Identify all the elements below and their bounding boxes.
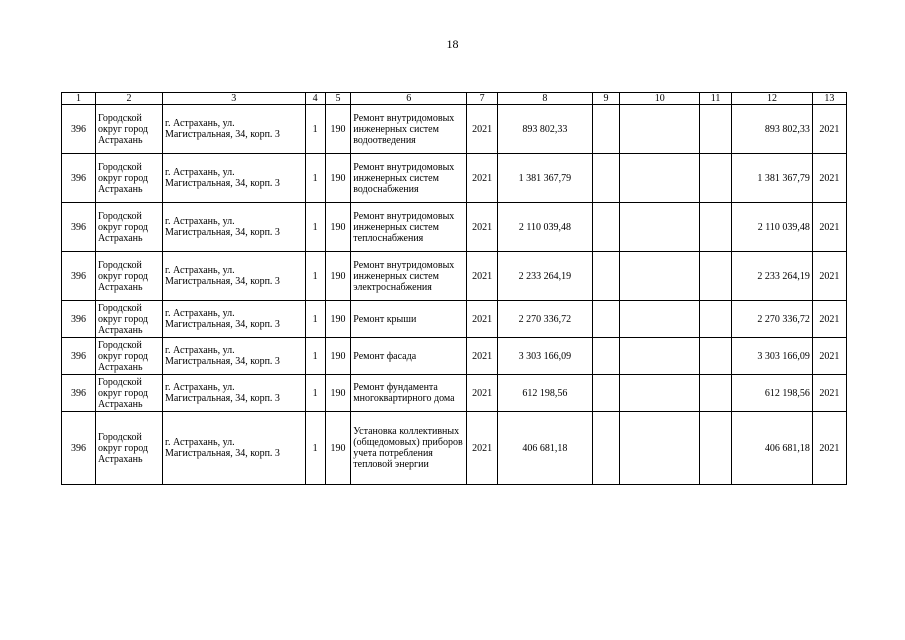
col5-cell: 190	[325, 338, 351, 375]
col5-cell: 190	[325, 412, 351, 485]
row-number: 396	[62, 338, 96, 375]
col10-cell	[620, 105, 700, 154]
municipality-cell: Городской округ город Астрахань	[96, 412, 163, 485]
col9-cell	[592, 412, 620, 485]
col9-cell	[592, 154, 620, 203]
cost-cell: 612 198,56	[498, 375, 593, 412]
col4-cell: 1	[305, 105, 325, 154]
col10-cell	[620, 203, 700, 252]
address-cell: г. Астрахань, ул. Магистральная, 34, корп. 3	[163, 252, 306, 301]
col9-cell	[592, 105, 620, 154]
col10-cell	[620, 252, 700, 301]
address-cell: г. Астрахань, ул. Магистральная, 34, корп. 3	[163, 203, 306, 252]
work-type-cell: Ремонт крыши	[351, 301, 467, 338]
column-number-header	[62, 93, 847, 105]
col9-cell	[592, 375, 620, 412]
col9-cell	[592, 203, 620, 252]
col5-cell: 190	[325, 203, 351, 252]
address-cell: г. Астрахань, ул. Магистральная, 34, корп. 3	[163, 412, 306, 485]
municipality-cell: Городской округ город Астрахань	[96, 375, 163, 412]
column-header: 10	[620, 93, 700, 105]
address-cell: г. Астрахань, ул. Магистральная, 34, корп. 3	[163, 338, 306, 375]
col5-cell: 190	[325, 375, 351, 412]
address-cell: г. Астрахань, ул. Магистральная, 34, корп. 3	[163, 375, 306, 412]
col5-cell: 190	[325, 105, 351, 154]
total-cost-cell: 3 303 166,09	[732, 338, 813, 375]
col5-cell: 190	[325, 154, 351, 203]
work-type-cell: Ремонт внутридомовых инженерных систем водоотведения	[351, 105, 467, 154]
completion-year-cell: 2021	[812, 105, 846, 154]
table-row	[62, 105, 847, 154]
column-header: 6	[351, 93, 467, 105]
col11-cell	[700, 154, 732, 203]
table-row	[62, 412, 847, 485]
column-header: 9	[592, 93, 620, 105]
col10-cell	[620, 375, 700, 412]
year-cell: 2021	[467, 375, 498, 412]
total-cost-cell: 2 110 039,48	[732, 203, 813, 252]
column-header: 1	[62, 93, 96, 105]
year-cell: 2021	[467, 203, 498, 252]
address-cell: г. Астрахань, ул. Магистральная, 34, корп. 3	[163, 301, 306, 338]
cost-cell: 2 233 264,19	[498, 252, 593, 301]
table-row	[62, 203, 847, 252]
year-cell: 2021	[467, 105, 498, 154]
total-cost-cell: 406 681,18	[732, 412, 813, 485]
completion-year-cell: 2021	[812, 338, 846, 375]
cost-cell: 893 802,33	[498, 105, 593, 154]
table-row	[62, 252, 847, 301]
col10-cell	[620, 154, 700, 203]
col4-cell: 1	[305, 375, 325, 412]
work-type-cell: Ремонт фундамента многоквартирного дома	[351, 375, 467, 412]
total-cost-cell: 2 270 336,72	[732, 301, 813, 338]
table-row	[62, 154, 847, 203]
cost-cell: 406 681,18	[498, 412, 593, 485]
completion-year-cell: 2021	[812, 252, 846, 301]
completion-year-cell: 2021	[812, 375, 846, 412]
year-cell: 2021	[467, 154, 498, 203]
municipality-cell: Городской округ город Астрахань	[96, 301, 163, 338]
address-cell: г. Астрахань, ул. Магистральная, 34, корп. 3	[163, 105, 306, 154]
cost-cell: 2 270 336,72	[498, 301, 593, 338]
work-type-cell: Установка коллективных (общедомовых) приборов учета потребления тепловой энергии	[351, 412, 467, 485]
column-header: 7	[467, 93, 498, 105]
total-cost-cell: 2 233 264,19	[732, 252, 813, 301]
table-row	[62, 338, 847, 375]
col11-cell	[700, 338, 732, 375]
table-row	[62, 375, 847, 412]
row-number: 396	[62, 203, 96, 252]
year-cell: 2021	[467, 412, 498, 485]
total-cost-cell: 893 802,33	[732, 105, 813, 154]
col4-cell: 1	[305, 252, 325, 301]
col9-cell	[592, 301, 620, 338]
col11-cell	[700, 252, 732, 301]
col4-cell: 1	[305, 338, 325, 375]
column-header: 12	[732, 93, 813, 105]
municipality-cell: Городской округ город Астрахань	[96, 338, 163, 375]
column-header: 13	[812, 93, 846, 105]
col10-cell	[620, 412, 700, 485]
col4-cell: 1	[305, 412, 325, 485]
row-number: 396	[62, 252, 96, 301]
col5-cell: 190	[325, 252, 351, 301]
municipality-cell: Городской округ город Астрахань	[96, 154, 163, 203]
year-cell: 2021	[467, 301, 498, 338]
year-cell: 2021	[467, 252, 498, 301]
completion-year-cell: 2021	[812, 301, 846, 338]
column-header: 11	[700, 93, 732, 105]
col10-cell	[620, 338, 700, 375]
row-number: 396	[62, 375, 96, 412]
page-number: 18	[446, 37, 459, 51]
municipality-cell: Городской округ город Астрахань	[96, 203, 163, 252]
municipality-cell: Городской округ город Астрахань	[96, 252, 163, 301]
column-header: 2	[96, 93, 163, 105]
work-type-cell: Ремонт внутридомовых инженерных систем теплоснабжения	[351, 203, 467, 252]
col11-cell	[700, 203, 732, 252]
col10-cell	[620, 301, 700, 338]
work-type-cell: Ремонт внутридомовых инженерных систем водоснабжения	[351, 154, 467, 203]
column-header: 5	[325, 93, 351, 105]
completion-year-cell: 2021	[812, 154, 846, 203]
col4-cell: 1	[305, 154, 325, 203]
row-number: 396	[62, 412, 96, 485]
cost-cell: 3 303 166,09	[498, 338, 593, 375]
row-number: 396	[62, 301, 96, 338]
work-type-cell: Ремонт внутридомовых инженерных систем электроснабжения	[351, 252, 467, 301]
col9-cell	[592, 338, 620, 375]
row-number: 396	[62, 154, 96, 203]
column-header: 8	[498, 93, 593, 105]
col4-cell: 1	[305, 301, 325, 338]
work-type-cell: Ремонт фасада	[351, 338, 467, 375]
row-number: 396	[62, 105, 96, 154]
col4-cell: 1	[305, 203, 325, 252]
col11-cell	[700, 412, 732, 485]
column-header: 4	[305, 93, 325, 105]
col9-cell	[592, 252, 620, 301]
col11-cell	[700, 375, 732, 412]
repair-plan-table	[61, 92, 847, 485]
col11-cell	[700, 105, 732, 154]
total-cost-cell: 612 198,56	[732, 375, 813, 412]
col11-cell	[700, 301, 732, 338]
municipality-cell: Городской округ город Астрахань	[96, 105, 163, 154]
table-row	[62, 301, 847, 338]
address-cell: г. Астрахань, ул. Магистральная, 34, корп. 3	[163, 154, 306, 203]
cost-cell: 2 110 039,48	[498, 203, 593, 252]
total-cost-cell: 1 381 367,79	[732, 154, 813, 203]
cost-cell: 1 381 367,79	[498, 154, 593, 203]
col5-cell: 190	[325, 301, 351, 338]
completion-year-cell: 2021	[812, 203, 846, 252]
completion-year-cell: 2021	[812, 412, 846, 485]
column-header: 3	[163, 93, 306, 105]
year-cell: 2021	[467, 338, 498, 375]
